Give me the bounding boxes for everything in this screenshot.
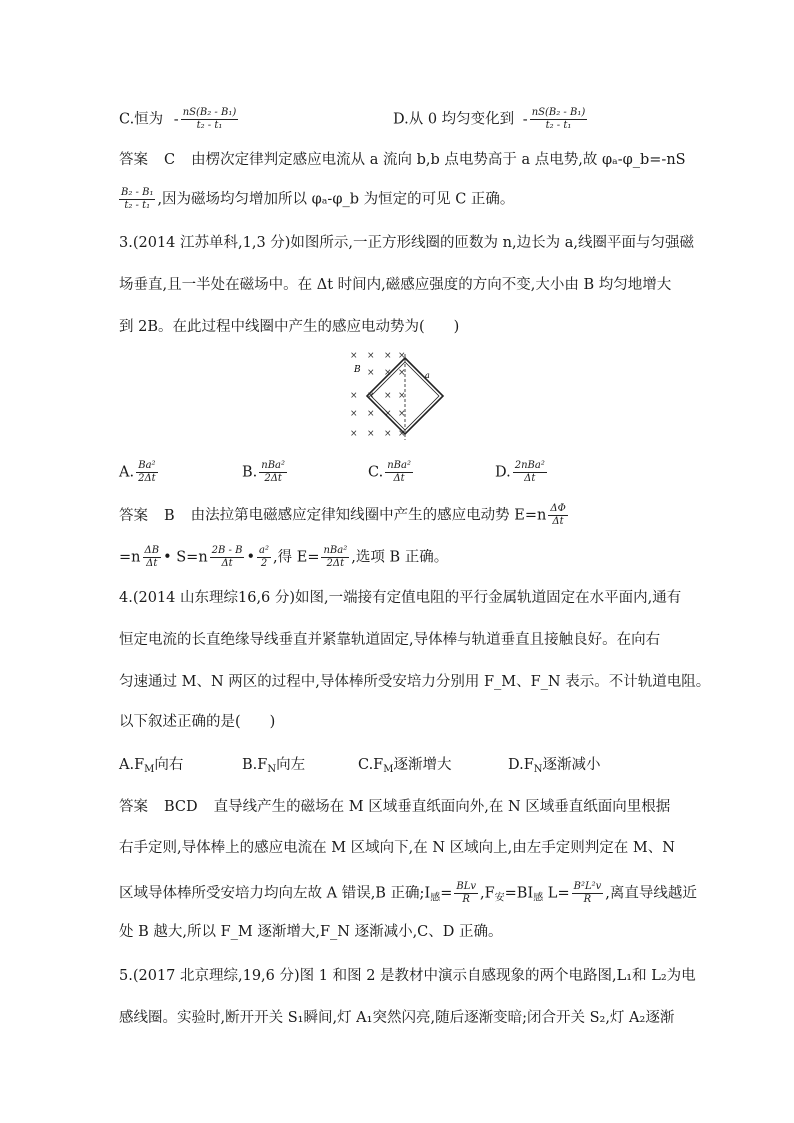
- q4-stem-line-2: 恒定电流的长直绝缘导线垂直并紧靠轨道固定,导体棒与轨道垂直且接触良好。在向右: [119, 632, 661, 648]
- q2-option-d: D.从 0 均匀变化到 - $\frac{\text{nS(B₂ - B₁)}}{\text{t₂ - t₁}}$: [393, 107, 586, 131]
- q2-option-c-fraction: $\frac{\text{nS(B₂ - B₁)}}{\text{t₂ - t₁}}$: [182, 107, 237, 131]
- field-label-b: B: [354, 365, 361, 375]
- q4-answer-line-4: 处 B 越大,所以 F_M 逐渐增大,F_N 逐渐减小,C、D 正确。: [119, 924, 503, 940]
- field-cross-mark: ×: [384, 409, 392, 419]
- q3-stem-line-3: 到 2B。在此过程中线圈中产生的感应电动势为( ): [119, 319, 460, 335]
- q3-figure-magnetic-field-coil: [340, 348, 450, 444]
- q5-stem-line-2: 感线圈。实验时,断开开关 S₁瞬间,灯 A₁突然闪亮,随后逐渐变暗;闭合开关 S₂,灯 A₂逐渐: [119, 1010, 675, 1026]
- q4-option-d: $D.F_N$逐渐减小: [508, 757, 601, 775]
- field-cross-mark: ×: [350, 429, 358, 439]
- field-cross-mark: ×: [398, 351, 406, 361]
- field-cross-mark: ×: [367, 409, 375, 419]
- field-cross-mark: ×: [350, 391, 358, 401]
- q4-stem-line-3: 匀速通过 M、N 两区的过程中,导体棒所受安培力分别用 F_M、F_N 表示。不计轨道电阻。: [119, 674, 711, 690]
- field-cross-mark: ×: [398, 429, 406, 439]
- q2-answer-line-1: 答案 C 由楞次定律判定感应电流从 a 流向 b,b 点电势高于 a 点电势,故 φₐ-φ_b=-nS: [119, 152, 686, 168]
- q3-option-b: B. $\frac{\text{nBa²}}{2\Delta t}$: [242, 460, 286, 484]
- field-cross-mark: ×: [350, 351, 358, 361]
- field-cross-mark: ×: [384, 368, 392, 378]
- field-cross-mark: ×: [398, 409, 406, 419]
- q4-stem-line-4: 以下叙述正确的是( ): [119, 714, 276, 730]
- q3-option-d: D. $\frac{\text{2nBa²}}{\Delta t}$: [495, 460, 545, 484]
- field-cross-mark: ×: [350, 409, 358, 419]
- q4-option-a: $A.F_M$向右: [119, 757, 184, 775]
- q4-stem-line-1: 4.(2014 山东理综16,6 分)如图,一端接有定值电阻的平行金属轨道固定在水平面内,通有: [119, 590, 682, 606]
- q4-option-b: $B.F_N$向左: [242, 757, 306, 775]
- q5-stem-line-1: 5.(2017 北京理综,19,6 分)图 1 和图 2 是教材中演示自感现象的两个电路图,L₁和 L₂为电: [119, 968, 696, 984]
- field-cross-mark: ×: [367, 391, 375, 401]
- field-cross-mark: ×: [367, 429, 375, 439]
- q4-answer-line-1: 答案 BCD 直导线产生的磁场在 M 区域垂直纸面向外,在 N 区域垂直纸面向里根据: [119, 799, 671, 815]
- field-cross-mark: ×: [367, 368, 375, 378]
- q2-answer-line-2: $\frac{\text{B₂ - B₁}}{\text{t₂ - t₁}}$ ,因为磁场均匀增加所以 φₐ-φ_b 为恒定的可见 C 正确。: [121, 187, 515, 211]
- q3-stem-line-1: 3.(2014 江苏单科,1,3 分)如图所示,一正方形线圈的匝数为 n,边长为 a,线圈平面与匀强磁: [119, 235, 694, 251]
- q4-option-c: $C.F_M$逐渐增大: [358, 757, 452, 775]
- side-label-a: a: [425, 371, 430, 380]
- q2-option-d-fraction: $\frac{\text{nS(B₂ - B₁)}}{\text{t₂ - t₁}}$: [531, 107, 586, 131]
- field-cross-mark: ×: [398, 391, 406, 401]
- field-cross-mark: ×: [384, 429, 392, 439]
- field-cross-mark: ×: [384, 351, 392, 361]
- q2-answer-fraction: $\frac{\text{B₂ - B₁}}{\text{t₂ - t₁}}$: [121, 187, 154, 211]
- field-cross-mark: ×: [384, 391, 392, 401]
- q2-option-c: C.恒为 - $\frac{\text{nS(B₂ - B₁)}}{\text{t₂ - t₁}}$: [119, 107, 237, 131]
- q4-answer-line-2: 右手定则,导体棒上的感应电流在 M 区域向下,在 N 区域向上,由左手定则判定在 M、N: [119, 840, 675, 856]
- field-cross-mark: ×: [367, 351, 375, 361]
- q3-answer-line-1: 答案 B 由法拉第电磁感应定律知线圈中产生的感应电动势 E=n $\frac{\Delta\Phi}{\Delta t}$: [119, 503, 566, 527]
- q3-option-a: A. $\frac{\text{Ba²}}{2\Delta t}$: [119, 460, 156, 484]
- field-cross-mark: ×: [398, 368, 406, 378]
- q3-answer-line-2: =n $\frac{\Delta B}{\Delta t}$ • S=n $\frac{2B - B}{\Delta t}$ • $\frac{\text{a²}}{2}$ ,得 E= $\frac{\text{nBa²}}{2\Delta t}$ ,选项 B 正确。: [119, 545, 449, 569]
- q3-stem-line-2: 场垂直,且一半处在磁场中。在 Δt 时间内,磁感应强度的方向不变,大小由 B 均匀地增大: [119, 277, 672, 293]
- q3-option-c: C. $\frac{\text{nBa²}}{\Delta t}$: [368, 460, 411, 484]
- q4-answer-line-3: 区域导体棒所受安培力均向左故 A 错误,B 正确$;I_感=$ $\frac{\text{BLv}}{R}$ $,F_安=BI_感$ L= $\frac{\text{B²L²v}}{R}$ ,离直导线越近: [119, 881, 697, 905]
